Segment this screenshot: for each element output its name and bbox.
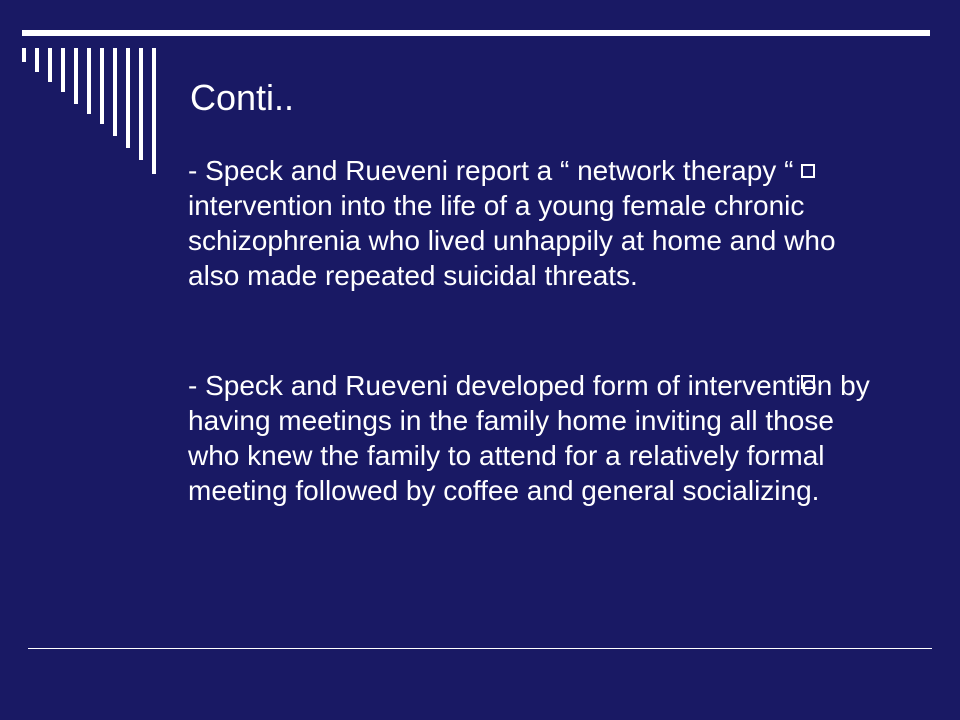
decorative-stripes xyxy=(0,0,200,200)
stripe xyxy=(100,48,104,124)
stripe xyxy=(35,48,39,72)
slide-title: Conti.. xyxy=(190,77,295,118)
hollow-square-icon xyxy=(801,164,815,178)
stripe xyxy=(22,48,26,62)
stripe xyxy=(74,48,78,104)
stripe xyxy=(61,48,65,92)
stripe xyxy=(139,48,143,160)
stripe xyxy=(48,48,52,82)
stripe xyxy=(126,48,130,148)
stripe xyxy=(113,48,117,136)
stripe xyxy=(152,48,156,174)
hollow-square-icon xyxy=(801,375,815,389)
bottom-rule xyxy=(28,648,932,649)
bullet-text: - Speck and Rueveni report a “ network therapy “ intervention into the life of a young female chronic schizophrenia who lived unhappily at home and who also made repeated suicidal threats. xyxy=(188,155,836,291)
stripe xyxy=(87,48,91,114)
bullet-text: - Speck and Rueveni developed form of intervention by having meetings in the family home inviting all those who knew the family to attend for a relatively formal meeting followed by coffee and general socializing. xyxy=(188,370,870,506)
